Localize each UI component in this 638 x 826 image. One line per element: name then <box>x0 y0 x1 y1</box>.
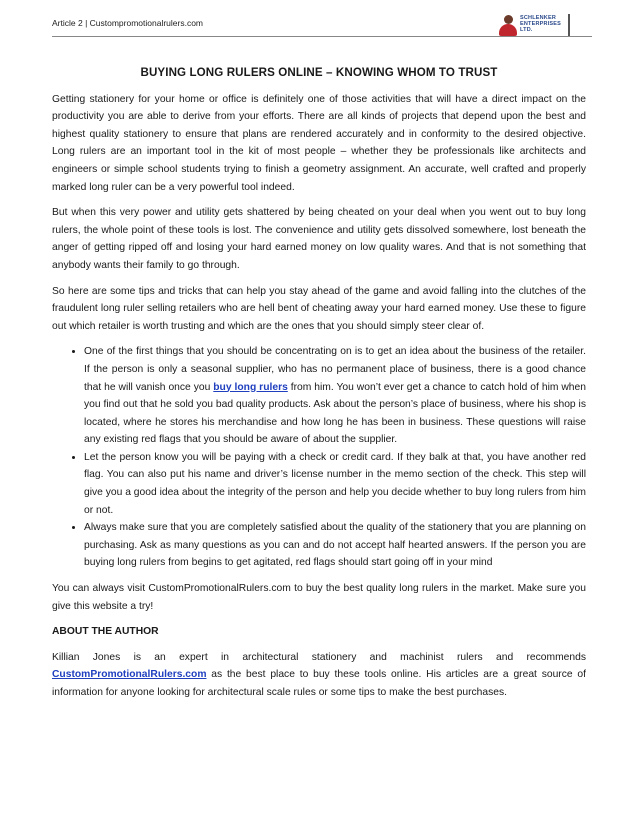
author-text: Killian Jones is an expert in architectural stationery and machinist rulers and recommends <box>52 651 586 663</box>
paragraph-tips-intro: So here are some tips and tricks that can help you stay ahead of the game and avoid falling into the clutches of the fraudulent long ruler selling retailers who are hell bent of cheating away your hard earned money. Use these to figure out which retailer is worth trusting and which are the ones that you should simply steer clear of. <box>52 285 586 332</box>
person-icon <box>498 14 518 36</box>
author-text: as the best place to buy these tools online. His articles are a great source of information for anyone looking for architectural scale rules or some tips to make the best purchases. <box>52 669 586 698</box>
article-title: BUYING LONG RULERS ONLINE – KNOWING WHOM TO TRUST <box>140 66 498 79</box>
paragraph-problem: But when this very power and utility gets shattered by being cheated on your deal when you went out to buy long rulers, the whole point of these tools is lost. The convenience and utility gets dissolved somewhere, lost beneath the anger of getting ripped off and losing your hard earned money on low quality wares. And that is not something that anybody wants their family to go through. <box>52 207 586 271</box>
bullet-text: One of the first things that you should be concentrating on is to get an idea about the business of the retailer. If the person is only a seasonal supplier, who has no permanent place of business, there is a good chance that he will vanish once you <box>84 346 586 393</box>
article-body <box>52 64 586 710</box>
bullet-text: Always make sure that you are completely satisfied about the quality of the stationery that you are planning on purchasing. Ask as many questions as you can and do not accept half hearted answers. If the person you are buying long rulers from begins to get agitated, red flags should start going off in your mind <box>84 522 586 569</box>
running-title: Article 2 | Custompromotionalrulers.com <box>52 18 204 28</box>
paragraph-intro: Getting stationery for your home or office is definitely one of those activities that will have a direct impact on the productivity you are able to derive from your efforts. There are all kinds of projects that depend upon the best and highest quality stationery to ensure that plans are rendered accurately and in conformity to the desired objective. Long rulers are an important tool in the kit of most people – whether they be professionals like architects and engineers or simple school students trying to finish a geometry assignment. An accurate, well crafted and properly marked long ruler can be a very powerful tool indeed. <box>52 93 586 193</box>
list-item <box>84 449 586 519</box>
author-bio <box>52 649 586 702</box>
list-item <box>84 519 586 572</box>
bullet-text: from him. You won’t ever get a chance to catch hold of him when you find out that he sold you bad quality products. Ask about the person’s place of business, where his shop is located, where he stores his merchandise and how long he has been in business. These questions will raise any existing red flags that you should be aware of about the supplier. <box>84 381 586 446</box>
logo-divider <box>568 14 570 36</box>
header-rule <box>52 36 592 37</box>
paragraph-recommendation: You can always visit CustomPromotionalRulers.com to buy the best quality long rulers in the market. Make sure you give this website a try! <box>52 583 586 612</box>
logo-text: SCHLENKER ENTERPRISES LTD. <box>520 15 562 33</box>
site-link[interactable]: CustomPromotionalRulers.com <box>52 669 207 681</box>
tips-list <box>52 343 586 572</box>
bullet-text: Let the person know you will be paying with a check or credit card. If they balk at that, you have another red flag. You can also put his name and driver’s license number in the memo section of the check. This step will give you a good idea about the integrity of the person and help you decide whether to buy long rulers from him or not. <box>84 451 587 516</box>
author-heading: ABOUT THE AUTHOR <box>52 626 159 638</box>
page-header <box>52 14 592 44</box>
buy-long-rulers-link[interactable]: buy long rulers <box>213 381 288 393</box>
company-logo <box>498 14 570 38</box>
list-item <box>84 343 586 449</box>
